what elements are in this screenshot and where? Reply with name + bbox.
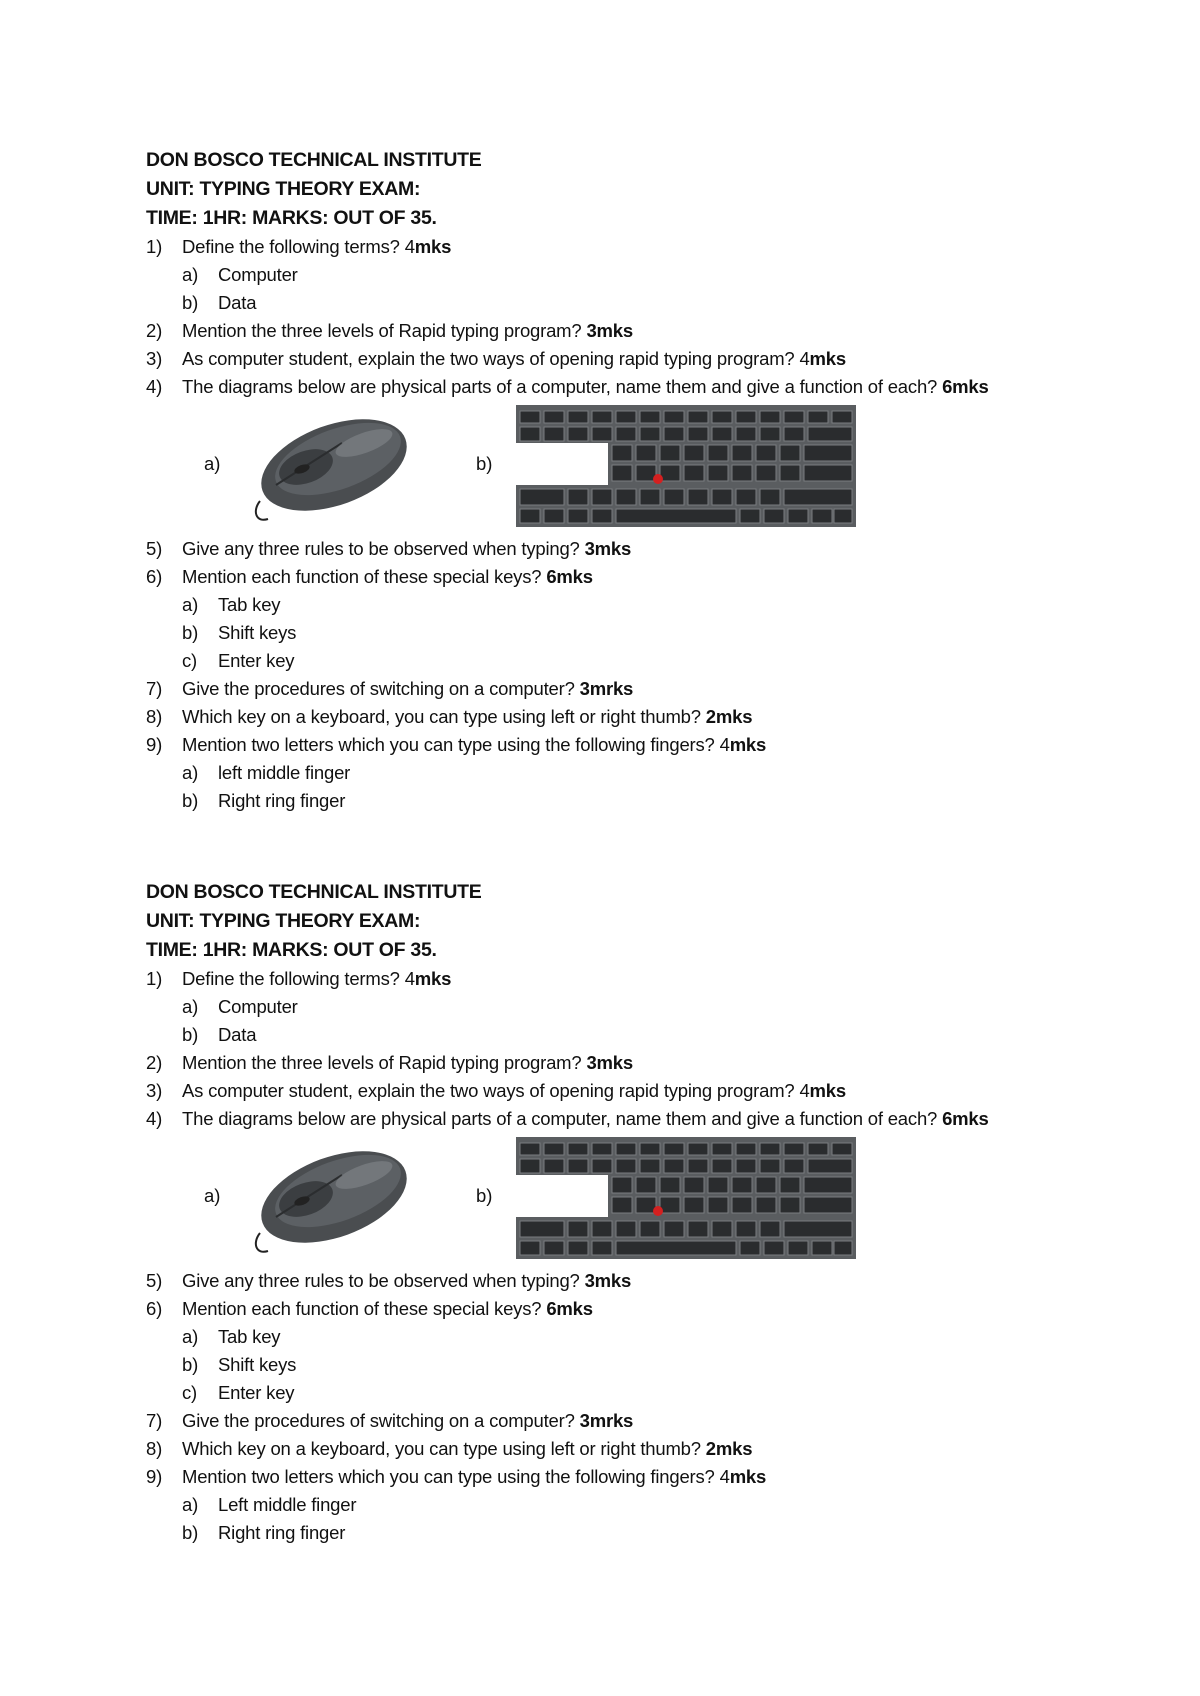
sub-text: Right ring finger [218,1522,346,1543]
question-text: As computer student, explain the two ways of opening rapid typing program? [182,1080,800,1101]
sub-letter: a) [182,594,199,615]
question-number: 2) [146,1052,163,1073]
marks: mks [809,348,846,369]
question-text: Give the procedures of switching on a computer? [182,678,580,699]
question-number: 8) [146,1438,163,1459]
question-3 [146,345,1146,373]
question-7 [146,675,1146,703]
sub-letter: a) [182,762,199,783]
question-6 [146,1295,1146,1323]
sub-letter: b) [182,622,199,643]
question-text: Give any three rules to be observed when typing? [182,1270,585,1291]
marks: 3mks [584,538,632,559]
question-8 [146,1435,1146,1463]
question-number: 5) [146,538,163,559]
question-7 [146,1407,1146,1435]
mouse-image [246,1139,416,1261]
question-number: 5) [146,1270,163,1291]
exam-sheet-1 [146,146,1146,815]
exam-sheet-2 [146,878,1146,1547]
marks-number: 4 [404,236,415,257]
sub-item [146,591,1146,619]
question-5 [146,1267,1146,1295]
question-text: Give any three rules to be observed when typing? [182,538,585,559]
sub-text: Enter key [218,1382,295,1403]
question-9 [146,731,1146,759]
question-text: Mention two letters which you can type using the following fingers? [182,734,720,755]
question-1 [146,233,1146,261]
sub-text: Tab key [218,594,281,615]
figure-label-b: b) [476,1185,493,1206]
keyboard-image [516,1137,856,1259]
marks: 6mks [546,566,593,587]
sub-text: Tab key [218,1326,281,1347]
marks-number: 4 [799,1080,810,1101]
marks: mks [414,968,452,989]
question-number: 6) [146,1298,163,1319]
sub-item [146,1379,1146,1407]
question-number: 4) [146,1108,163,1129]
question-8 [146,703,1146,731]
figure-label-a: a) [204,1185,221,1206]
sub-item [146,261,1146,289]
sub-text: Enter key [218,650,295,671]
sub-text: Computer [218,264,298,285]
marks: 3mrks [579,1410,634,1431]
sub-item [146,993,1146,1021]
question-number: 3) [146,1080,163,1101]
marks: mks [809,1080,846,1101]
question-text: Mention each function of these special keys? [182,566,547,587]
sub-item [146,1021,1146,1049]
question-text: Mention the three levels of Rapid typing program? [182,1052,587,1073]
sub-letter: a) [182,1494,199,1515]
question-2 [146,1049,1146,1077]
marks: mks [414,236,452,257]
sub-letter: b) [182,1354,199,1375]
question-number: 1) [146,236,163,257]
sub-text: left middle finger [218,762,351,783]
school-name: DON BOSCO TECHNICAL INSTITUTE [146,881,482,903]
marks: 2mks [705,1438,753,1459]
sub-letter: b) [182,1024,199,1045]
question-3 [146,1077,1146,1105]
marks: 6mks [942,376,989,397]
marks: mks [729,734,767,755]
time-marks: TIME: 1HR: MARKS: OUT OF 35. [146,939,437,961]
question-5 [146,535,1146,563]
question-number: 4) [146,376,163,397]
question-number: 3) [146,348,163,369]
marks-number: 4 [799,348,810,369]
figure-label-a: a) [204,453,221,474]
figure-row [146,1137,1146,1265]
question-text: Which key on a keyboard, you can type using left or right thumb? [182,706,706,727]
keyboard-icon [516,1137,856,1259]
school-name: DON BOSCO TECHNICAL INSTITUTE [146,149,482,171]
question-text: Give the procedures of switching on a computer? [182,1410,580,1431]
marks-number: 4 [719,1466,730,1487]
marks-number: 4 [404,968,415,989]
question-2 [146,317,1146,345]
question-text: Define the following terms? [182,236,405,257]
question-9 [146,1463,1146,1491]
question-text: Mention each function of these special keys? [182,1298,547,1319]
question-text: The diagrams below are physical parts of a computer, name them and give a function of each? [182,376,943,397]
sub-item [146,1323,1146,1351]
sub-item [146,289,1146,317]
marks: 2mks [705,706,753,727]
question-number: 7) [146,678,163,699]
question-4 [146,373,1146,401]
question-text: As computer student, explain the two ways of opening rapid typing program? [182,348,800,369]
marks: 3mrks [579,678,634,699]
question-4 [146,1105,1146,1133]
sub-text: Right ring finger [218,790,346,811]
sub-text: Data [218,1024,257,1045]
sub-letter: c) [182,1382,198,1403]
keyboard-image [516,405,856,527]
sub-letter: b) [182,790,199,811]
computer-mouse-icon [246,1139,416,1261]
sub-item [146,759,1146,787]
unit-title: UNIT: TYPING THEORY EXAM: [146,178,421,200]
sub-text: Computer [218,996,298,1017]
marks: 3mks [586,320,633,341]
question-number: 9) [146,734,163,755]
figure-row [146,405,1146,533]
marks: 3mks [586,1052,633,1073]
time-marks: TIME: 1HR: MARKS: OUT OF 35. [146,207,437,229]
trackpoint-dot [653,1206,663,1216]
sub-item [146,647,1146,675]
question-6 [146,563,1146,591]
sub-letter: c) [182,650,198,671]
mouse-image [246,407,416,529]
sub-item [146,787,1146,815]
question-1 [146,965,1146,993]
computer-mouse-icon [246,407,416,529]
question-number: 6) [146,566,163,587]
question-number: 9) [146,1466,163,1487]
sub-letter: b) [182,1522,199,1543]
sub-letter: b) [182,292,199,313]
figure-label-b: b) [476,453,493,474]
trackpoint-dot [653,474,663,484]
question-text: Mention two letters which you can type using the following fingers? [182,1466,720,1487]
sub-text: Data [218,292,257,313]
keyboard-icon [516,405,856,527]
question-text: The diagrams below are physical parts of a computer, name them and give a function of each? [182,1108,943,1129]
marks: 3mks [584,1270,632,1291]
question-text: Define the following terms? [182,968,405,989]
sub-item [146,1519,1146,1547]
marks: mks [729,1466,767,1487]
sub-item [146,1491,1146,1519]
question-number: 1) [146,968,163,989]
sub-text: Left middle finger [218,1494,357,1515]
marks-number: 4 [719,734,730,755]
unit-title: UNIT: TYPING THEORY EXAM: [146,910,421,932]
marks: 6mks [546,1298,593,1319]
sub-letter: a) [182,996,199,1017]
sub-letter: a) [182,1326,199,1347]
sub-letter: a) [182,264,199,285]
question-number: 7) [146,1410,163,1431]
question-text: Which key on a keyboard, you can type using left or right thumb? [182,1438,706,1459]
sub-text: Shift keys [218,622,297,643]
sub-text: Shift keys [218,1354,297,1375]
question-text: Mention the three levels of Rapid typing program? [182,320,587,341]
marks: 6mks [942,1108,989,1129]
question-number: 2) [146,320,163,341]
question-number: 8) [146,706,163,727]
sub-item [146,1351,1146,1379]
sub-item [146,619,1146,647]
